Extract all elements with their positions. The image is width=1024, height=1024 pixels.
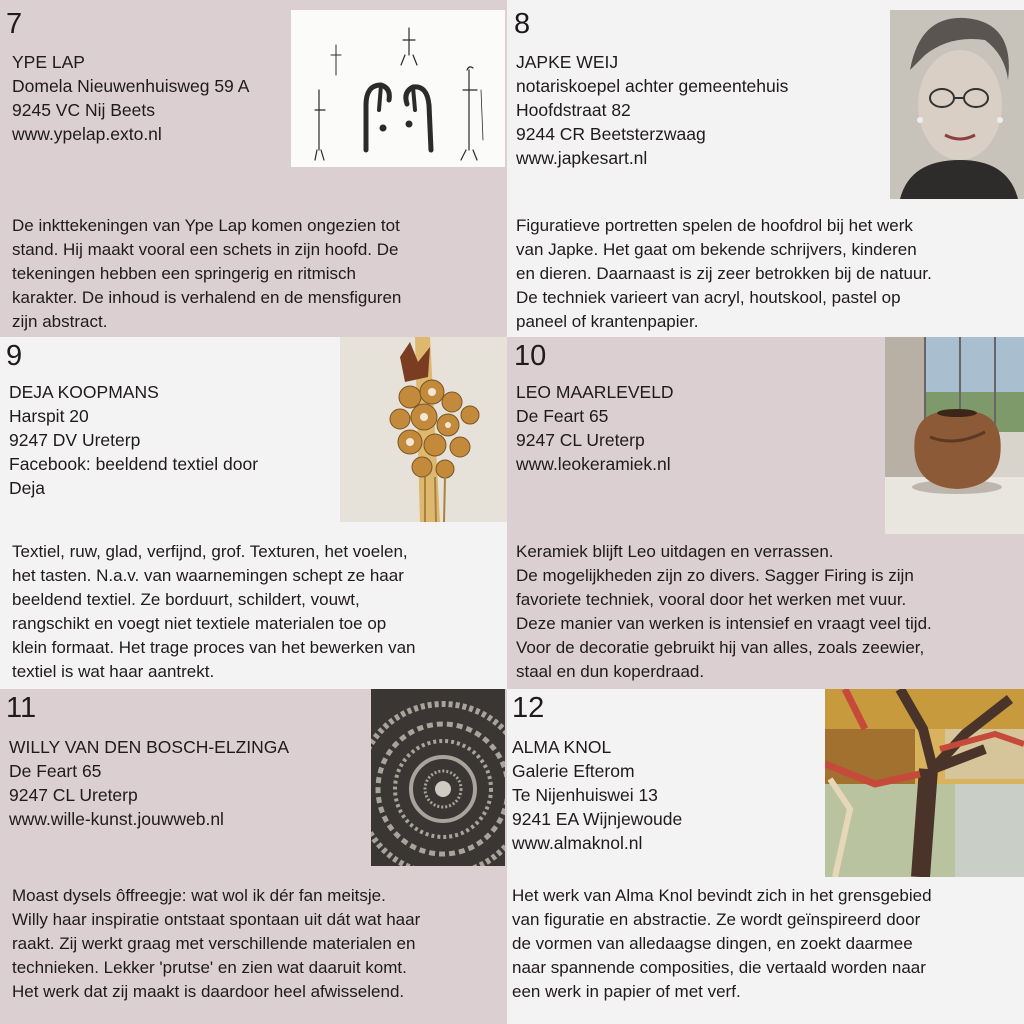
portrait-image: [890, 10, 1024, 199]
description-line: van Japke. Het gaat om bekende schrijvers, kinderen: [516, 240, 917, 259]
artist-address: [9, 735, 289, 831]
description-line: naar spannende composities, die vertaald worden naar: [512, 958, 926, 977]
description-line: stand. Hij maakt vooral een schets in zijn hoofd. De: [12, 240, 399, 259]
description-line: Het werk van Alma Knol bevindt zich in het grensgebied: [512, 886, 932, 905]
description-line: beeldend textiel. Ze borduurt, schildert, vouwt,: [12, 590, 360, 609]
artist-name: LEO MAARLEVELD: [516, 382, 674, 402]
artist-number: 12: [512, 692, 545, 724]
description-line: technieken. Lekker 'prutse' en zien wat daaruit komt.: [12, 958, 407, 977]
description-line: raakt. Zij werkt graag met verschillende materialen en: [12, 934, 416, 953]
description-line: Figuratieve portretten spelen de hoofdrol bij het werk: [516, 216, 913, 235]
description-line: favoriete techniek, vooral door het werken met vuur.: [516, 590, 907, 609]
description-line: de vormen van alledaagse dingen, en zoekt daarmee: [512, 934, 913, 953]
artist-description: [516, 214, 1024, 334]
artist-number: 9: [6, 340, 23, 372]
description-line: De mogelijkheden zijn zo divers. Sagger Firing is zijn: [516, 566, 914, 585]
artist-address: [12, 50, 249, 146]
website-link[interactable]: www.wille-kunst.jouwweb.nl: [9, 809, 224, 829]
description-line: tekeningen hebben een springerig en ritmisch: [12, 264, 357, 283]
address-line: 9247 CL Ureterp: [516, 430, 645, 450]
address-line: 9247 DV Ureterp: [9, 430, 141, 450]
artist-number: 8: [514, 8, 531, 40]
artist-address: [512, 735, 682, 855]
artist-panel-7: [0, 0, 507, 337]
artist-description: [12, 884, 504, 1004]
description-line: rangschikt en voegt niet textiele materialen toe op: [12, 614, 387, 633]
artist-panel-11: [0, 689, 507, 1024]
artist-description: [512, 884, 1024, 1004]
description-line: paneel of krantenpapier.: [516, 312, 699, 331]
artist-name: WILLY VAN DEN BOSCH-ELZINGA: [9, 737, 290, 757]
description-line: karakter. De inhoud is verhalend en de mensfiguren: [12, 288, 402, 307]
artist-number: 10: [514, 340, 547, 372]
description-line: een werk in papier of met verf.: [512, 982, 741, 1001]
address-line: De Feart 65: [516, 406, 609, 426]
website-link[interactable]: www.leokeramiek.nl: [516, 454, 671, 474]
website-link[interactable]: www.japkesart.nl: [516, 148, 648, 168]
address-line: Deja: [9, 478, 45, 498]
ink-drawing-image: [291, 10, 505, 167]
artist-name: YPE LAP: [12, 52, 85, 72]
address-line: De Feart 65: [9, 761, 102, 781]
address-line: Hoofdstraat 82: [516, 100, 631, 120]
description-line: Deze manier van werken is intensief en vraagt veel tijd.: [516, 614, 932, 633]
ceramic-image: [885, 337, 1024, 534]
description-line: Moast dysels ôffreegje: wat wol ik dér fan meitsje.: [12, 886, 386, 905]
artist-description: [516, 540, 1024, 684]
address-line: Harspit 20: [9, 406, 89, 426]
description-line: zijn abstract.: [12, 312, 108, 331]
website-link[interactable]: www.almaknol.nl: [512, 833, 643, 853]
description-line: De inkttekeningen van Ype Lap komen ongezien tot: [12, 216, 400, 235]
artist-number: 7: [6, 8, 23, 40]
description-line: van figuratie en abstractie. Ze wordt geïnspireerd door: [512, 910, 921, 929]
description-line: Het werk dat zij maakt is daardoor heel afwisselend.: [12, 982, 405, 1001]
description-line: en dieren. Daarnaast is zij zeer betrokken bij de natuur.: [516, 264, 932, 283]
description-line: staal en dun koperdraad.: [516, 662, 705, 681]
website-link[interactable]: www.ypelap.exto.nl: [12, 124, 162, 144]
description-line: het tasten. N.a.v. van waarnemingen schept ze haar: [12, 566, 404, 585]
tree-painting-image: [825, 689, 1024, 877]
address-line: 9245 VC Nij Beets: [12, 100, 155, 120]
description-line: Keramiek blijft Leo uitdagen en verrassen.: [516, 542, 834, 561]
description-line: Voor de decoratie gebruikt hij van alles, zoals zeewier,: [516, 638, 925, 657]
textile-image: [340, 337, 507, 522]
artist-description: [12, 540, 504, 684]
description-line: klein formaat. Het trage proces van het bewerken van: [12, 638, 416, 657]
artist-panel-10: [507, 337, 1024, 689]
address-line: 9244 CR Beetsterzwaag: [516, 124, 706, 144]
artist-address: [516, 50, 788, 170]
address-line: Te Nijenhuiswei 13: [512, 785, 658, 805]
artist-name: DEJA KOOPMANS: [9, 382, 159, 402]
artist-address: [9, 380, 258, 500]
artist-number: 11: [6, 692, 37, 724]
address-line: Domela Nieuwenhuisweg 59 A: [12, 76, 250, 96]
description-line: De techniek varieert van acryl, houtskool, pastel op: [516, 288, 901, 307]
artist-address: [516, 380, 674, 476]
address-line: Galerie Efterom: [512, 761, 635, 781]
artist-panel-12: [507, 689, 1024, 1024]
address-line: 9247 CL Ureterp: [9, 785, 138, 805]
description-line: Willy haar inspiratie ontstaat spontaan uit dát wat haar: [12, 910, 421, 929]
artist-panel-8: [507, 0, 1024, 337]
mandala-image: [371, 689, 505, 866]
artist-name: ALMA KNOL: [512, 737, 612, 757]
address-line: notariskoepel achter gemeentehuis: [516, 76, 789, 96]
address-line: Facebook: beeldend textiel door: [9, 454, 259, 474]
artist-panel-9: [0, 337, 507, 689]
description-line: textiel is wat haar aantrekt.: [12, 662, 215, 681]
artist-name: JAPKE WEIJ: [516, 52, 619, 72]
description-line: Textiel, ruw, glad, verfijnd, grof. Texturen, het voelen,: [12, 542, 408, 561]
address-line: 9241 EA Wijnjewoude: [512, 809, 683, 829]
artist-description: [12, 214, 502, 334]
